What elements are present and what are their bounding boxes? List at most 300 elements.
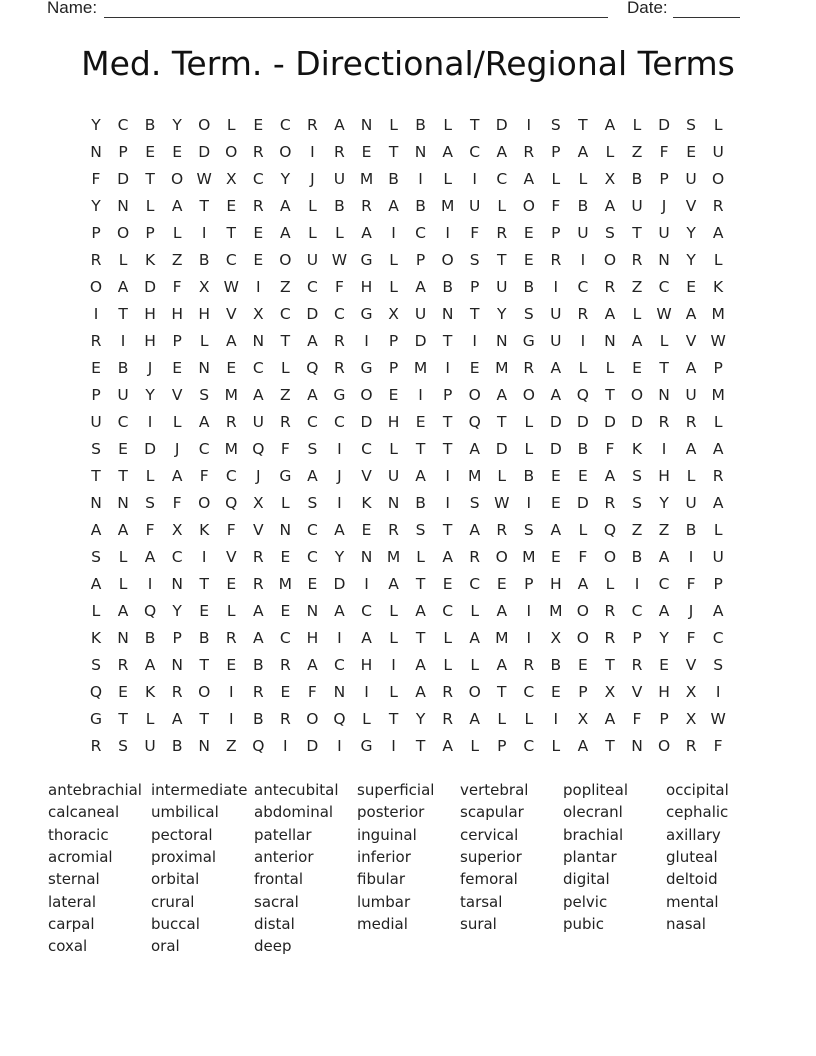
grid-letter: D [549, 440, 562, 458]
grid-letter: C [469, 143, 481, 161]
grid-letter: B [631, 170, 643, 188]
grid-letter: A [604, 197, 616, 215]
grid-letter: C [658, 278, 670, 296]
grid-letter: H [658, 467, 670, 485]
grid-letter: Y [659, 629, 669, 647]
grid-letter: U [550, 332, 562, 350]
grid-letter: U [712, 143, 724, 161]
grid-letter: X [604, 170, 616, 188]
grid-letter: B [171, 737, 183, 755]
grid-letter: A [496, 602, 508, 620]
grid-letter: R [117, 656, 129, 674]
grid-letter: E [118, 440, 128, 458]
grid-letter: H [306, 629, 319, 647]
grid-letter: S [686, 116, 697, 134]
grid-letter: A [577, 143, 589, 161]
grid-letter: A [523, 170, 535, 188]
grid-letter: M [711, 386, 725, 404]
word-bank-item: frontal [254, 870, 304, 889]
grid-letter: I [634, 575, 640, 593]
grid-letter: I [688, 548, 694, 566]
grid-letter: C [252, 359, 264, 377]
grid-letter: A [415, 656, 426, 674]
grid-letter: H [550, 575, 562, 593]
grid-letter: E [199, 602, 210, 620]
grid-letter: P [172, 629, 182, 647]
grid-letter: U [144, 737, 156, 755]
word-bank-item: deep [254, 937, 292, 956]
grid-letter: I [337, 494, 342, 512]
grid-letter: X [550, 629, 562, 647]
grid-letter: B [334, 197, 345, 215]
grid-letter: P [632, 629, 642, 647]
grid-letter: L [308, 224, 317, 242]
grid-letter: A [334, 116, 345, 134]
grid-letter: R [685, 737, 697, 755]
grid-letter: R [442, 710, 454, 728]
grid-letter: F [605, 440, 615, 458]
grid-letter: R [442, 683, 454, 701]
grid-letter: L [172, 413, 182, 431]
grid-letter: I [661, 440, 667, 458]
grid-letter: L [605, 575, 615, 593]
word-bank-item: pelvic [563, 892, 608, 911]
grid-letter: D [306, 737, 319, 755]
grid-letter: A [604, 467, 616, 485]
grid-letter: U [577, 224, 589, 242]
grid-letter: L [497, 197, 507, 215]
grid-letter: K [145, 251, 156, 269]
grid-letter: O [225, 143, 238, 161]
grid-letter: R [550, 251, 562, 269]
grid-letter: H [144, 305, 156, 323]
word-bank-item: brachial [563, 825, 624, 844]
grid-letter: T [442, 332, 453, 350]
grid-letter: Y [415, 710, 426, 728]
grid-letter: O [576, 602, 589, 620]
grid-letter: I [256, 278, 261, 296]
grid-letter: I [201, 224, 207, 242]
grid-letter: A [604, 116, 616, 134]
grid-letter: D [117, 170, 130, 188]
name-label: Name: [47, 0, 98, 17]
grid-letter: T [605, 386, 615, 404]
grid-letter: A [712, 494, 724, 512]
grid-letter: L [389, 251, 398, 269]
grid-letter: N [171, 575, 183, 593]
grid-letter: A [361, 629, 372, 647]
grid-letter: L [389, 278, 398, 296]
grid-letter: I [391, 737, 396, 755]
grid-letter: T [497, 683, 507, 701]
grid-letter: I [147, 413, 153, 431]
grid-letter: I [526, 116, 532, 134]
grid-letter: T [415, 440, 426, 458]
grid-letter: M [468, 467, 482, 485]
grid-letter: Z [631, 143, 643, 161]
grid-letter: I [580, 251, 586, 269]
grid-letter: S [91, 548, 101, 566]
grid-letter: G [360, 251, 373, 269]
grid-letter: A [550, 359, 562, 377]
grid-letter: V [252, 521, 264, 539]
grid-letter: I [445, 224, 450, 242]
grid-letter: A [90, 521, 102, 539]
grid-letter: E [415, 413, 426, 431]
grid-letter: I [391, 656, 396, 674]
grid-letter: S [469, 494, 480, 512]
grid-letter: G [89, 710, 102, 728]
date-label: Date: [627, 0, 668, 17]
grid-letter: S [118, 737, 128, 755]
grid-letter: N [117, 197, 129, 215]
grid-letter: W [331, 251, 348, 269]
grid-letter: L [524, 413, 534, 431]
grid-letter: I [201, 548, 207, 566]
grid-letter: C [712, 629, 724, 647]
grid-letter: I [418, 170, 423, 188]
grid-letter: D [603, 413, 616, 431]
grid-letter: U [252, 413, 264, 431]
grid-letter: C [658, 575, 670, 593]
grid-letter: C [117, 116, 129, 134]
grid-letter: X [577, 710, 589, 728]
grid-letter: G [522, 332, 535, 350]
grid-letter: M [413, 359, 428, 377]
word-bank-item: carpal [48, 914, 95, 933]
grid-letter: L [335, 224, 344, 242]
grid-letter: P [551, 224, 561, 242]
grid-letter: H [171, 305, 183, 323]
grid-letter: N [171, 656, 183, 674]
word-bank-item: antebrachial [48, 781, 142, 799]
word-bank-item: posterior [357, 803, 425, 822]
grid-letter: E [659, 656, 669, 674]
grid-letter: V [685, 656, 697, 674]
grid-letter: Q [225, 494, 238, 512]
grid-letter: A [658, 602, 670, 620]
grid-letter: B [685, 521, 697, 539]
grid-letter: L [118, 548, 128, 566]
grid-letter: D [576, 413, 589, 431]
grid-letter: S [550, 116, 561, 134]
word-bank-item: calcaneal [48, 803, 120, 822]
grid-letter: F [91, 170, 101, 188]
grid-letter: Z [658, 521, 670, 539]
grid-letter: L [416, 548, 425, 566]
word-bank-item: sternal [48, 870, 100, 889]
grid-letter: F [686, 575, 696, 593]
grid-letter: D [495, 116, 508, 134]
grid-letter: A [604, 305, 616, 323]
grid-letter: R [658, 413, 670, 431]
grid-letter: P [442, 386, 453, 404]
grid-letter: C [252, 170, 264, 188]
grid-letter: Z [171, 251, 183, 269]
grid-letter: F [172, 494, 182, 512]
grid-letter: T [497, 251, 507, 269]
grid-letter: C [334, 656, 345, 674]
word-bank-item: plantar [563, 847, 617, 866]
grid-letter: T [415, 629, 426, 647]
grid-letter: A [442, 737, 453, 755]
grid-letter: T [605, 656, 615, 674]
grid-letter: L [226, 602, 236, 620]
grid-letter: I [228, 710, 234, 728]
grid-letter: A [577, 575, 589, 593]
grid-letter: I [472, 170, 477, 188]
grid-letter: A [252, 629, 264, 647]
grid-letter: R [712, 197, 724, 215]
word-bank-item: mental [666, 892, 719, 911]
grid-letter: B [631, 548, 643, 566]
grid-letter: L [551, 737, 561, 755]
grid-letter: I [364, 332, 369, 350]
grid-letter: M [278, 575, 293, 593]
grid-letter: A [280, 224, 291, 242]
grid-letter: L [145, 710, 155, 728]
grid-letter: A [469, 710, 480, 728]
grid-letter: I [364, 683, 369, 701]
grid-letter: T [659, 359, 669, 377]
grid-letter: L [686, 467, 696, 485]
grid-letter: T [497, 413, 507, 431]
grid-letter: R [252, 548, 264, 566]
grid-letter: S [145, 494, 156, 512]
date-blank-line [673, 17, 740, 18]
grid-letter: J [688, 602, 694, 620]
grid-letter: T [442, 521, 453, 539]
grid-letter: B [198, 629, 210, 647]
grid-letter: K [90, 629, 102, 647]
grid-letter: P [497, 737, 507, 755]
grid-letter: C [496, 170, 508, 188]
word-bank-item: cervical [460, 825, 519, 844]
grid-letter: R [279, 656, 291, 674]
word-bank-item: popliteal [563, 781, 629, 799]
word-bank-item: deltoid [666, 870, 718, 889]
word-bank-item: distal [254, 914, 295, 933]
grid-letter: L [578, 359, 588, 377]
grid-letter: D [631, 413, 643, 431]
grid-letter: R [334, 332, 345, 350]
grid-letter: U [550, 305, 562, 323]
grid-letter: P [659, 170, 669, 188]
grid-letter: L [91, 602, 101, 620]
word-bank-item: intermediate [151, 781, 248, 799]
grid-letter: K [199, 521, 210, 539]
grid-letter: D [658, 116, 671, 134]
grid-letter: G [279, 467, 292, 485]
word-bank-item: superior [460, 847, 522, 866]
grid-letter: A [550, 386, 562, 404]
grid-letter: M [495, 629, 509, 647]
grid-letter: C [279, 629, 291, 647]
word-bank-item: digital [563, 870, 610, 889]
grid-letter: K [361, 494, 372, 512]
grid-letter: F [470, 224, 480, 242]
word-bank-item: fibular [357, 870, 406, 889]
grid-letter: C [361, 602, 372, 620]
grid-letter: B [117, 359, 129, 377]
word-bank-item: thoracic [48, 825, 109, 844]
grid-letter: E [469, 359, 480, 377]
grid-letter: A [496, 143, 508, 161]
grid-letter: E [172, 359, 183, 377]
word-bank-item: patellar [254, 825, 312, 844]
grid-letter: D [549, 413, 562, 431]
grid-letter: E [145, 143, 155, 161]
grid-letter: F [280, 440, 290, 458]
grid-letter: R [279, 710, 291, 728]
grid-letter: U [685, 494, 697, 512]
grid-letter: T [118, 710, 128, 728]
grid-letter: A [442, 548, 453, 566]
grid-letter: Q [252, 440, 265, 458]
grid-letter: A [388, 575, 399, 593]
word-bank-item: abdominal [254, 803, 334, 822]
grid-letter: A [171, 710, 183, 728]
grid-letter: C [225, 251, 237, 269]
grid-letter: L [524, 710, 534, 728]
grid-letter: R [496, 224, 508, 242]
grid-letter: E [686, 278, 696, 296]
grid-letter: O [171, 170, 184, 188]
grid-letter: M [359, 170, 374, 188]
grid-letter: L [470, 602, 479, 620]
grid-letter: H [658, 683, 670, 701]
grid-letter: Y [172, 602, 182, 620]
grid-letter: L [713, 521, 723, 539]
grid-letter: R [496, 521, 508, 539]
grid-letter: D [144, 440, 157, 458]
grid-letter: I [526, 629, 532, 647]
grid-letter: E [280, 548, 291, 566]
grid-letter: R [604, 602, 616, 620]
word-bank-item: olecranl [563, 803, 623, 822]
grid-letter: V [685, 332, 697, 350]
grid-letter: Q [576, 386, 589, 404]
grid-letter: R [171, 683, 183, 701]
grid-letter: Y [497, 305, 507, 323]
grid-letter: U [658, 224, 670, 242]
name-blank-line [104, 17, 608, 18]
grid-letter: U [414, 305, 427, 323]
grid-letter: C [306, 278, 318, 296]
grid-letter: T [118, 467, 128, 485]
grid-letter: A [252, 386, 264, 404]
grid-letter: L [308, 197, 317, 215]
grid-letter: R [361, 197, 372, 215]
grid-letter: W [710, 710, 726, 728]
grid-letter: E [361, 521, 372, 539]
grid-letter: F [551, 197, 561, 215]
grid-letter: S [91, 656, 101, 674]
grid-letter: T [388, 143, 399, 161]
grid-letter: I [228, 683, 234, 701]
grid-letter: Q [252, 737, 265, 755]
grid-letter: N [279, 521, 292, 539]
grid-letter: E [307, 575, 318, 593]
grid-letter: A [685, 359, 697, 377]
grid-letter: L [443, 629, 452, 647]
grid-letter: S [469, 251, 480, 269]
grid-letter: M [224, 386, 238, 404]
grid-letter: S [713, 656, 724, 674]
word-bank-item: lateral [48, 892, 96, 911]
grid-letter: I [553, 710, 559, 728]
grid-letter: L [443, 116, 452, 134]
grid-letter: L [172, 224, 182, 242]
word-bank-item: acromial [48, 847, 113, 866]
grid-letter: O [495, 548, 508, 566]
grid-letter: A [712, 224, 724, 242]
grid-letter: L [145, 197, 155, 215]
grid-letter: A [496, 656, 508, 674]
grid-letter: E [523, 224, 534, 242]
grid-letter: D [360, 413, 373, 431]
grid-letter: O [712, 170, 725, 188]
grid-letter: L [551, 170, 561, 188]
grid-letter: L [389, 602, 398, 620]
grid-letter: Q [603, 521, 617, 539]
grid-letter: L [281, 359, 290, 377]
word-bank-item: antecubital [254, 781, 339, 799]
word-bank-item: medial [357, 914, 408, 933]
grid-letter: A [198, 413, 210, 431]
grid-letter: A [685, 440, 697, 458]
grid-letter: L [578, 521, 588, 539]
grid-letter: T [605, 737, 615, 755]
grid-letter: I [283, 737, 288, 755]
grid-letter: E [577, 656, 588, 674]
grid-letter: I [445, 494, 450, 512]
grid-letter: L [524, 440, 534, 458]
grid-letter: U [117, 386, 129, 404]
grid-letter: A [469, 440, 480, 458]
grid-letter: Y [91, 116, 101, 134]
grid-letter: I [526, 494, 532, 512]
grid-letter: A [225, 332, 237, 350]
word-bank-item: coxal [48, 937, 88, 956]
word-bank-item: axillary [666, 825, 721, 844]
grid-letter: A [577, 737, 589, 755]
grid-letter: R [631, 656, 643, 674]
grid-letter: C [631, 602, 643, 620]
grid-letter: B [252, 656, 264, 674]
grid-letter: P [172, 332, 182, 350]
grid-letter: T [118, 305, 128, 323]
grid-letter: N [658, 251, 670, 269]
grid-letter: E [550, 467, 561, 485]
grid-letter: X [198, 278, 210, 296]
grid-letter: M [224, 440, 238, 458]
grid-letter: U [469, 197, 481, 215]
grid-letter: S [632, 494, 642, 512]
grid-letter: F [199, 467, 209, 485]
grid-letter: A [442, 143, 453, 161]
grid-letter: A [631, 332, 643, 350]
grid-letter: B [388, 170, 399, 188]
grid-letter: B [577, 440, 589, 458]
grid-letter: L [470, 737, 479, 755]
grid-letter: A [144, 548, 156, 566]
grid-letter: G [333, 386, 346, 404]
grid-letter: D [144, 278, 157, 296]
grid-letter: R [685, 413, 697, 431]
grid-letter: H [198, 305, 211, 323]
grid-letter: S [307, 440, 318, 458]
